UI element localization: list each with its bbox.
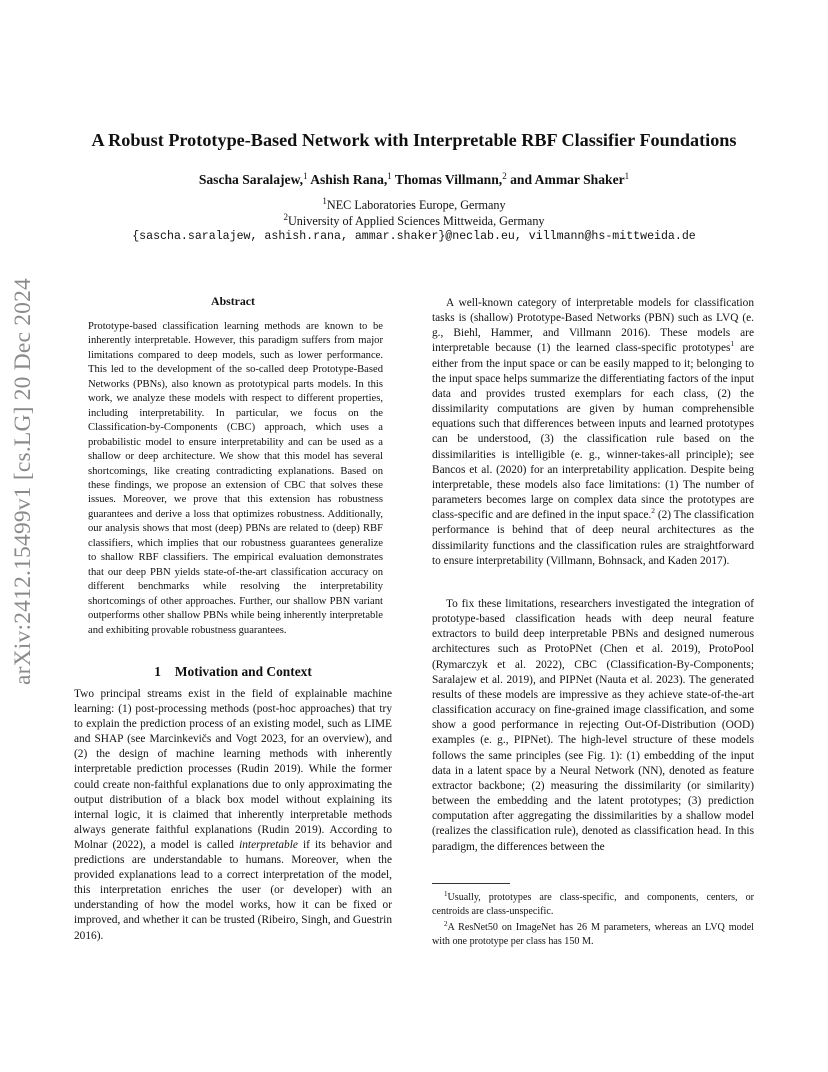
paragraph-text: Two principal streams exist in the field of explainable machine learning: (1) post-processing methods (post-hoc approaches) that try to explain the prediction process of an existing model, such as LIME and SHAP (see Marcinkevičs and Vogt 2023, for an overview), and (2) the design of machine learning methods with inherently interpretable prediction processes (Rudin 2019). While the former could create non-faithful explanations due to only approximating the output distribution of a black box model without explaining its internal logic, it is claimed that inherently interpretable methods always generate faithful explanations (Rudin 2019). According to Molnar (2022), a model is called: [74, 688, 392, 851]
author-name: Sascha Saralajew,: [198, 172, 304, 187]
affiliation-2: [40, 214, 788, 229]
author-name: and Ammar Shaker: [510, 172, 625, 187]
affiliation-1: [40, 198, 788, 213]
footnote-marker: 2: [651, 506, 655, 516]
section-title: Motivation and Context: [174, 664, 312, 679]
paragraph-text: A well-known category of interpretable models for classification tasks is (shallow) Prototype-Based Networks (PBN) such as LVQ (e. g., Biehl, Hammer, and Villmann 2016). These models are interpretable because (1) the learned class-specific prototypes: [432, 297, 754, 355]
affiliation-mark: 2: [283, 212, 288, 222]
footnote-2: [432, 921, 754, 948]
body-paragraph-2: [432, 296, 754, 569]
footnote-number: 1: [444, 890, 448, 898]
paragraph-text: are either from the input space or can be easily mapped to it; belonging to the input space helps summarize the differentiating factors of the input data and provides trusted exemplars for each class, (2) the dissimilarity computations are given by human comprehensible equations such that differences between inputs and learned prototypes can be understood, (3) the classification rule based on the dissimilarities is intelligible (e. g., winner-takes-all principle); see Bancos et al. (2020) for an interpretability application. Despite being interpretable, these models also face limitations: (1) The number of parameters becomes large on complex data since the prototypes are class-specific and are defined in the input space.: [432, 342, 754, 522]
author-affiliation-mark: 1: [387, 171, 392, 181]
author-affiliation-mark: 1: [303, 171, 308, 181]
author-name: Ashish Rana,: [310, 172, 388, 187]
affiliation-mark: 1: [322, 196, 327, 206]
arxiv-identifier-text: arXiv:2412.15499v1 [cs.LG] 20 Dec 2024: [10, 277, 37, 685]
author-list: [40, 172, 788, 188]
section-heading: [74, 664, 392, 680]
paper-title: A Robust Prototype-Based Network with Interpretable RBF Classifier Foundations: [91, 130, 737, 150]
section-number: 1: [154, 664, 161, 679]
paragraph-text: (2) The classification performance is behind that of deep neural architectures as the dissimilarity functions and the classification rules are straightforward to ensure interpretability (Villmann, Bohnsack, and Kaden 2017).: [432, 509, 754, 567]
affiliation-text: University of Applied Sciences Mittweida, Germany: [287, 214, 545, 228]
author-affiliation-mark: 1: [624, 171, 630, 181]
footnote-text: A ResNet50 on ImageNet has 26 M parameters, whereas an LVQ model with one prototype per class has 150 M.: [432, 922, 754, 947]
author-affiliation-mark: 2: [502, 171, 507, 181]
footnote-divider: [432, 883, 510, 884]
affiliation-text: NEC Laboratories Europe, Germany: [326, 198, 506, 212]
footnote-marker: 1: [730, 339, 735, 349]
arxiv-identifier-stamp: [2, 277, 46, 685]
body-paragraph-3: To fix these limitations, researchers investigated the integration of prototype-based classification heads with deep neural feature extractors to build deep interpretable PBNs and designed numerous architectures such as ProtoPNet (Chen et al. 2019), ProtoPool (Rymarczyk et al. 2022), CBC (Classification-By-Components; Saralajew et al. 2019), and PIPNet (Nauta et al. 2023). The generated results of these models are impressive as they achieve state-of-the-art classification accuracy on fine-grained image classification, and some show a good performance in rejecting Out-Of-Distribution (OOD) examples (e. g., PIPNet). The high-level structure of these models follows the same principles (see Fig. 1): (1) embedding of the input data in a latent space by a Neural Network (NN), denoted as feature extractor backbone; (2) measuring the dissimilarity (or similarity) between the embedding and the latent prototypes; (3) prediction computation after aggregating the dissimilarities by a shallow model (realizes the classification rule), denoted as classification head. In this paradigm, the differences between the: [432, 598, 754, 853]
abstract-text: Prototype-based classification learning methods are known to be inherently interpretable. However, this paradigm suffers from major limitations compared to deep models, such as lower performance. This led to the development of the so-called deep Prototype-Based Networks (PBNs), also known as prototypical parts models. In this work, we analyze these models with respect to different properties, including interpretability. In particular, we focus on the Classification-by-Components (CBC) approach, which uses a probabilistic model to ensure interpretability and can be used as a shallow or deep architecture. We show that this model has several shortcomings, like creating contradicting explanations. Based on these findings, we propose an extension of CBC that solves these issues. Moreover, we prove that this extension has robustness guarantees and derive a loss that optimizes robustness. Additionally, our analysis shows that most (deep) PBNs are related to (deep) RBF classifiers, which implies that our robustness guarantees generalize to shallow RBF classifiers. The empirical evaluation demonstrates that our deep PBN yields state-of-the-art classification accuracy on different benchmarks while resolving the interpretability shortcomings of other approaches. Further, our shallow PBN variant outperforms other shallow PBNs while being inherently interpretable and exhibiting provable robustness guarantees.: [88, 321, 383, 636]
emphasized-term: interpretable: [239, 838, 298, 851]
paragraph-text: if its behavior and predictions are understandable to humans. Moreover, when the provided explanations lead to a correct interpretation of the model, this interpretation enriches the user (or developer) with an understanding of how the model works, how it can be fixed or improved, and whether it can be trusted (Ribeiro, Singh, and Guestrin 2016).: [74, 838, 392, 942]
abstract-heading: Abstract: [211, 294, 255, 308]
footnote-1: [432, 891, 754, 918]
body-paragraph-1: [74, 687, 392, 944]
author-name: Thomas Villmann,: [394, 172, 503, 187]
footnote-text: Usually, prototypes are class-specific, and components, centers, or centroids are class-unspecific.: [432, 892, 754, 917]
footnote-number: 2: [444, 920, 448, 928]
author-emails: {sascha.saralajew, ashish.rana, ammar.shaker}@neclab.eu, villmann@hs-mittweida.de: [132, 230, 696, 243]
